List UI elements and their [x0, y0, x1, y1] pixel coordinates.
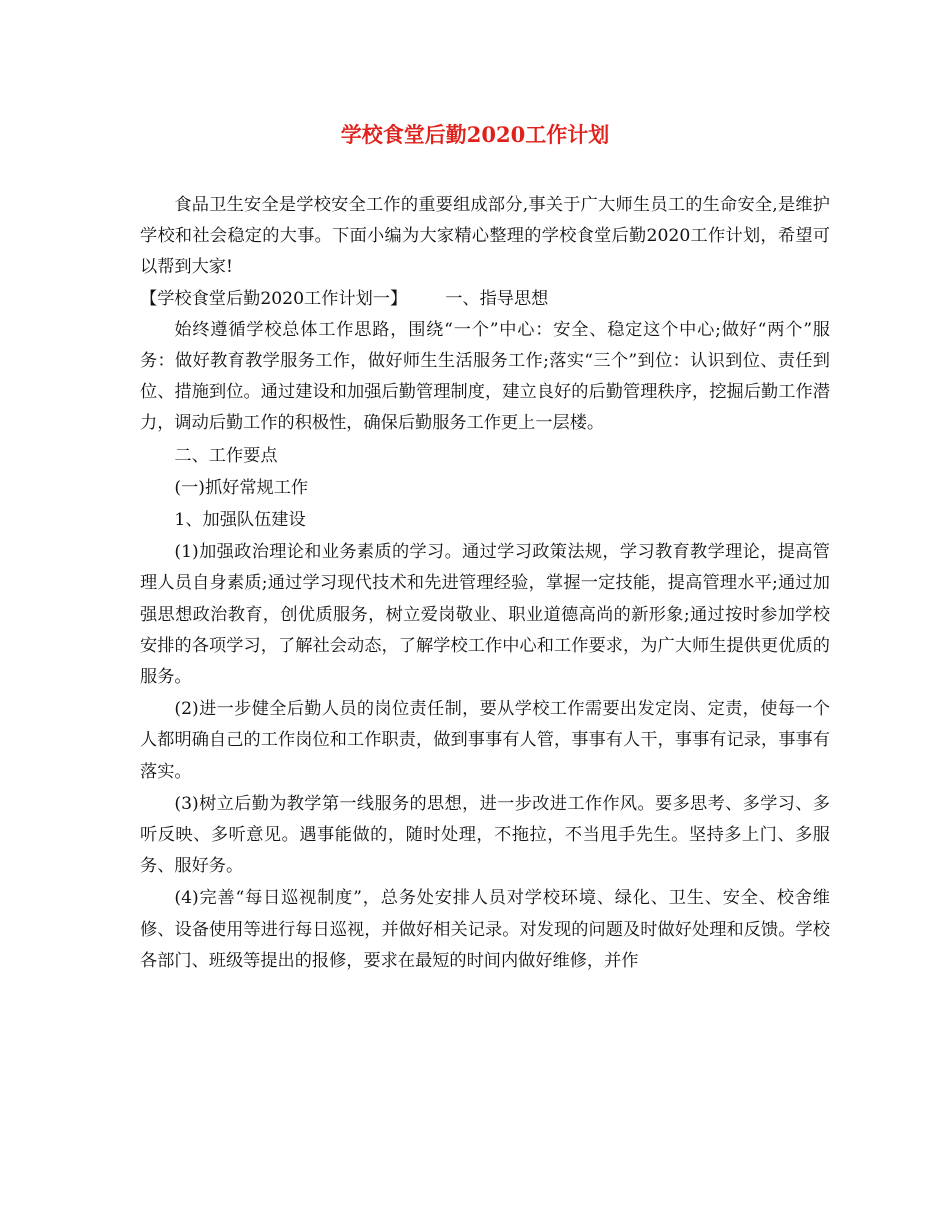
item-4-paragraph: (4)完善“每日巡视制度”，总务处安排人员对学校环境、绿化、卫生、安全、校舍维修、设备使用等进行每日巡视，并做好相关记录。对发现的问题及时做好处理和反馈。学校各部门、班级等提出的报修，要求在最短的时间内做好维修，并作: [140, 888, 830, 971]
item-1-paragraph: (1)加强政治理论和业务素质的学习。通过学习政策法规，学习教育教学理论，提高管理人员自身素质;通过学习现代技术和先进管理经验，掌握一定技能，提高管理水平;通过加强思想政治教育，创优质服务，树立爱岗敬业、职业道德高尚的新形象;通过按时参加学校安排的各项学习，了解社会动态，了解学校工作中心和工作要求，为广大师生提供更优质的服务。: [140, 542, 830, 688]
section-heading-line: [140, 284, 830, 315]
subheading-work-points: 二、工作要点: [174, 445, 278, 466]
subheading-routine-work: (一)抓好常规工作: [174, 477, 309, 498]
subheading-guiding: 一、指导思想: [445, 288, 549, 309]
document-title: 学校食堂后勤2020工作计划: [340, 122, 610, 147]
guiding-paragraph: 始终遵循学校总体工作思路，围绕“一个”中心：安全、稳定这个中心;做好“两个”服务：做好教育教学服务工作，做好师生生活服务工作;落实“三个”到位：认识到位、责任到位、措施到位。通过建设和加强后勤管理制度，建立良好的后勤管理秩序，挖掘后勤工作潜力，调动后勤工作的积极性，确保后勤服务工作更上一层楼。: [140, 319, 830, 434]
intro-paragraph: 食品卫生安全是学校安全工作的重要组成部分,事关于广大师生员工的生命安全,是维护学校和社会稳定的大事。下面小编为大家精心整理的学校食堂后勤2020工作计划，希望可以帮到大家!: [140, 195, 830, 278]
subheading-team-building: 1、加强队伍建设: [174, 510, 306, 531]
item-2-paragraph: (2)进一步健全后勤人员的岗位责任制，要从学校工作需要出发定岗、定责，使每一个人都明确自己的工作岗位和工作职责，做到事事有人管，事事有人干，事事有记录，事事有落实。: [140, 699, 830, 782]
document-body: [140, 190, 830, 977]
section-heading: 【学校食堂后勤2020工作计划一】: [140, 288, 408, 309]
item-3-paragraph: (3)树立后勤为教学第一线服务的思想，进一步改进工作作风。要多思考、多学习、多听反映、多听意见。遇事能做的，随时处理，不拖拉，不当甩手先生。坚持多上门、多服务、服好务。: [140, 793, 830, 877]
